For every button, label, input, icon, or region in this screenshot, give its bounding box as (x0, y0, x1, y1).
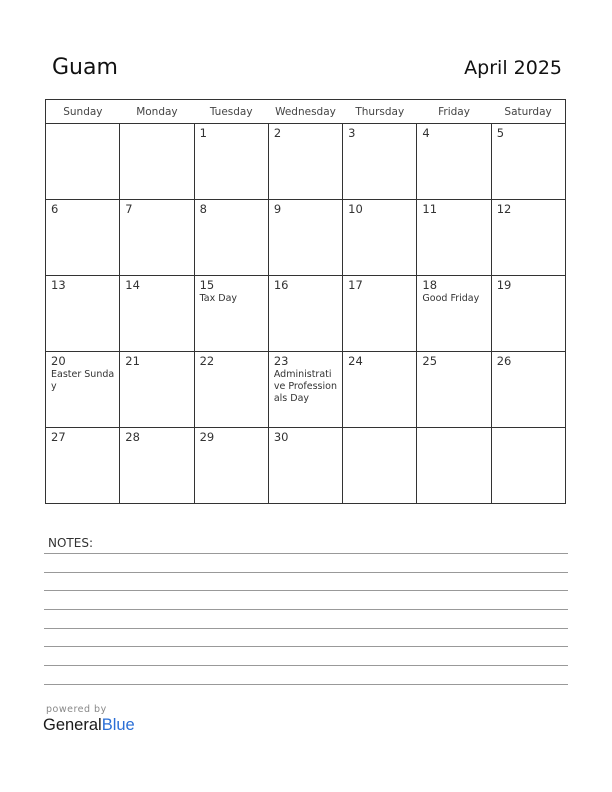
note-line (44, 684, 568, 685)
weekday-monday: Monday (120, 100, 194, 124)
day-number: 16 (273, 278, 289, 292)
weekday-saturday: Saturday (491, 100, 565, 124)
day-cell (46, 124, 120, 200)
weekday-tuesday: Tuesday (194, 100, 268, 124)
note-line (44, 646, 568, 647)
week-row (46, 352, 566, 428)
day-cell (46, 200, 120, 276)
day-cell (120, 428, 194, 504)
day-number: 10 (348, 202, 363, 216)
day-number: 6 (51, 202, 59, 216)
day-cell (417, 428, 491, 504)
day-number: 11 (422, 202, 438, 216)
day-cell (268, 428, 342, 504)
day-number: 13 (51, 278, 66, 292)
note-line (44, 590, 568, 591)
week-row (46, 276, 566, 352)
day-cell (120, 352, 194, 428)
day-cell (268, 124, 342, 200)
day-number: 22 (199, 354, 215, 368)
day-number: 29 (199, 430, 215, 444)
day-number: 19 (496, 278, 512, 292)
day-cell (491, 352, 565, 428)
week-row (46, 124, 566, 200)
day-cell (491, 124, 565, 200)
day-cell (194, 276, 268, 352)
day-number: 4 (422, 126, 430, 140)
holiday-label: Administrative Professionals Day (273, 369, 337, 404)
day-cell (343, 200, 417, 276)
brand-part2: Blue (101, 716, 135, 734)
day-number: 8 (199, 202, 207, 216)
notes-label: NOTES: (48, 536, 93, 550)
day-number: 24 (348, 354, 363, 368)
week-row (46, 428, 566, 504)
day-number: 28 (125, 430, 140, 444)
day-cell (194, 124, 268, 200)
day-cell (194, 200, 268, 276)
day-cell (491, 200, 565, 276)
day-number: 25 (422, 354, 438, 368)
weekday-header-row (46, 100, 566, 124)
holiday-label: Easter Sunday (51, 369, 115, 392)
day-number: 5 (496, 126, 505, 140)
week-row (46, 200, 566, 276)
day-number: 17 (348, 278, 363, 292)
day-number: 7 (125, 202, 133, 216)
day-number: 26 (496, 354, 512, 368)
day-cell (268, 200, 342, 276)
weekday-sunday: Sunday (46, 100, 120, 124)
note-line (44, 628, 568, 629)
day-cell (343, 352, 417, 428)
day-number: 12 (496, 202, 512, 216)
day-cell (417, 276, 491, 352)
note-line (44, 609, 568, 610)
holiday-label: Tax Day (199, 293, 238, 304)
day-number: 30 (273, 430, 289, 444)
day-number: 3 (348, 126, 356, 140)
day-number: 15 (199, 278, 215, 292)
brand-part1: General (43, 716, 102, 734)
day-cell (417, 352, 491, 428)
day-cell (120, 124, 194, 200)
generalblue-logo[interactable] (43, 716, 135, 735)
day-cell (194, 428, 268, 504)
weekday-thursday: Thursday (343, 100, 417, 124)
day-cell (46, 352, 120, 428)
note-line (44, 665, 568, 666)
day-cell (343, 124, 417, 200)
day-number: 1 (199, 126, 207, 140)
day-cell (120, 276, 194, 352)
day-number: 2 (273, 126, 282, 140)
day-number: 27 (51, 430, 66, 444)
day-cell (268, 352, 342, 428)
day-number: 20 (51, 354, 66, 368)
day-cell (46, 428, 120, 504)
region-title: Guam (52, 55, 118, 80)
day-cell (343, 276, 417, 352)
day-number: 14 (125, 278, 140, 292)
holiday-label: Good Friday (422, 293, 480, 304)
calendar-grid (45, 99, 566, 504)
day-number: 23 (273, 354, 289, 368)
powered-by-text: powered by (46, 704, 107, 715)
day-cell (120, 200, 194, 276)
month-year-title: April 2025 (464, 57, 562, 79)
day-cell (46, 276, 120, 352)
day-number: 18 (422, 278, 438, 292)
day-cell (417, 200, 491, 276)
day-number: 21 (125, 354, 140, 368)
day-cell (194, 352, 268, 428)
day-number: 9 (273, 202, 282, 216)
note-line (44, 572, 568, 573)
day-cell (491, 428, 565, 504)
day-cell (417, 124, 491, 200)
note-line (44, 553, 568, 554)
day-cell (268, 276, 342, 352)
day-cell (343, 428, 417, 504)
weekday-friday: Friday (417, 100, 491, 124)
weekday-wednesday: Wednesday (268, 100, 342, 124)
day-cell (491, 276, 565, 352)
